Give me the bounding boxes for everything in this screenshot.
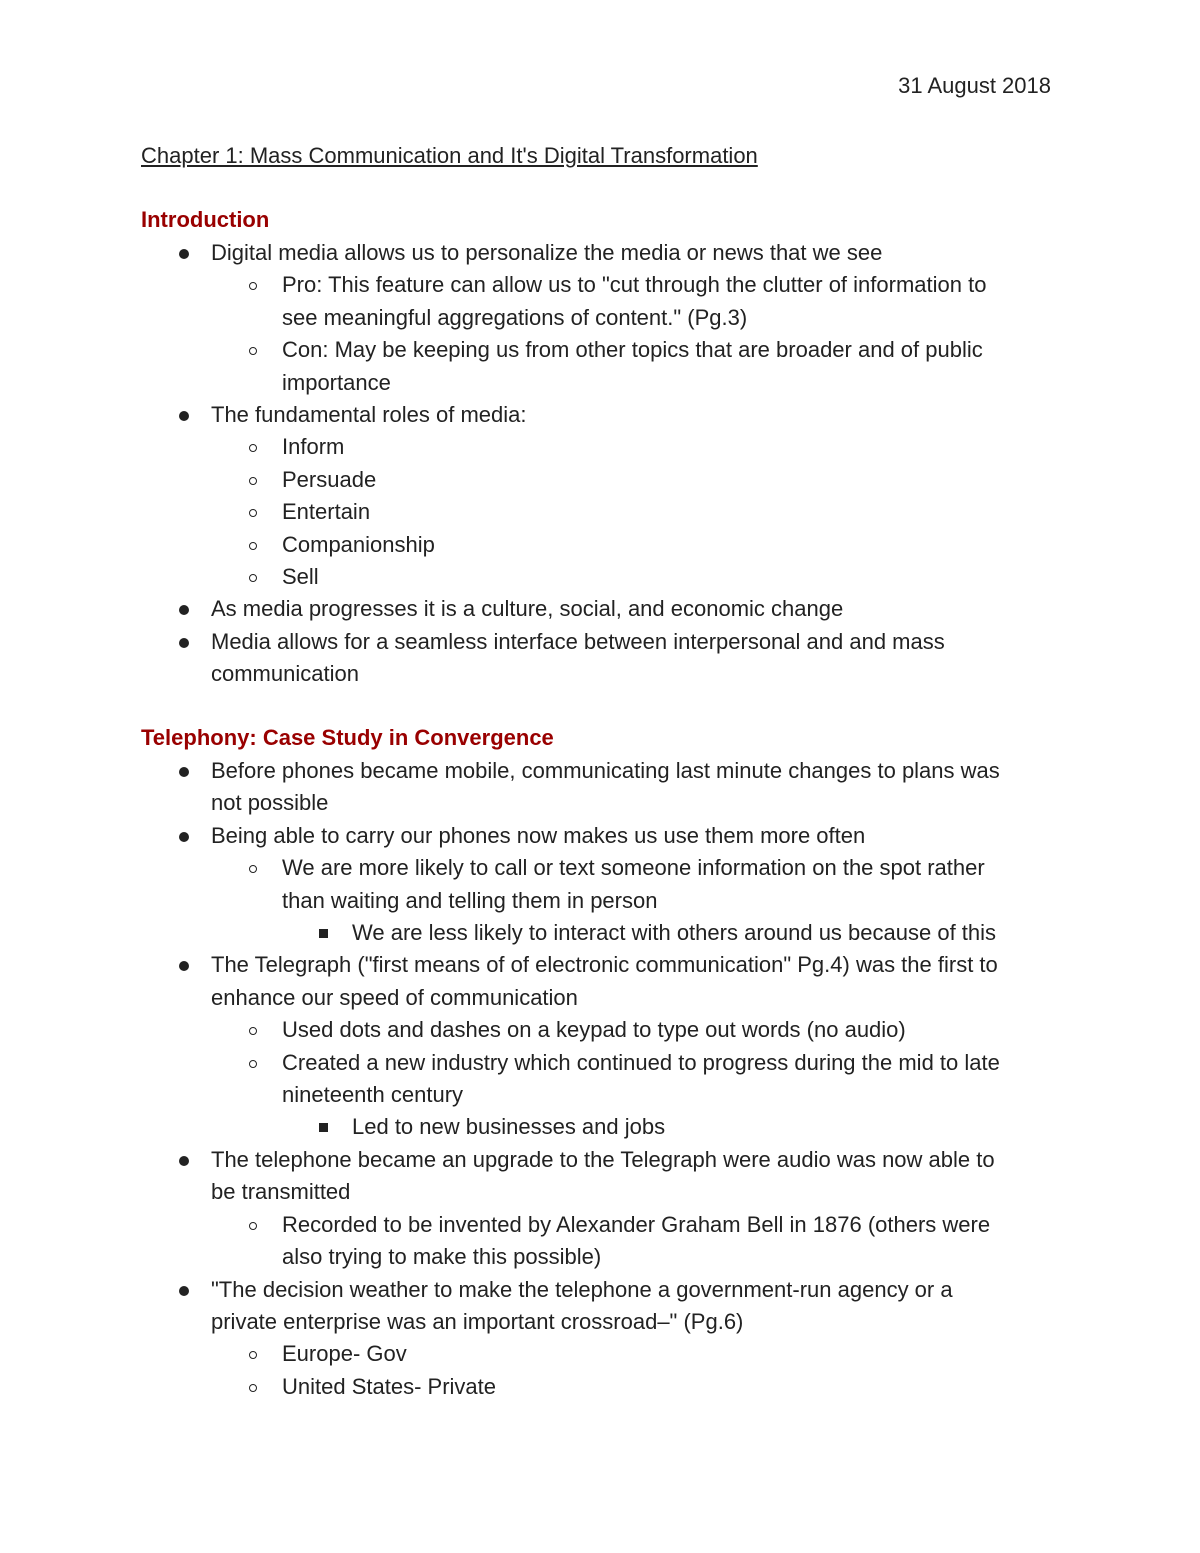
- list-item: [0, 1209, 1200, 1274]
- introduction-list: [0, 237, 1200, 691]
- list-item: [0, 1338, 1200, 1370]
- list-item: [0, 1111, 1200, 1143]
- list-item: [0, 626, 1200, 691]
- list-item-text: Created a new industry which continued to progress during the mid to late: [282, 1049, 1000, 1075]
- list-item-text: Persuade: [282, 466, 377, 492]
- hollow-circle-bullet-icon: [249, 1351, 257, 1359]
- list-item: [0, 593, 1200, 625]
- filled-circle-bullet-icon: [179, 1156, 189, 1166]
- list-item-text: than waiting and telling them in person: [282, 887, 658, 913]
- list-item-text: Being able to carry our phones now makes us use them more often: [211, 822, 866, 848]
- list-item-text: As media progresses it is a culture, social, and economic change: [211, 596, 844, 622]
- list-item-text: The telephone became an upgrade to the Telegraph were audio was now able to: [211, 1146, 995, 1172]
- list-item: [0, 1144, 1200, 1209]
- list-item-text: not possible: [211, 790, 329, 816]
- list-item: [0, 529, 1200, 561]
- list-item: [0, 1014, 1200, 1046]
- list-item-text: Pro: This feature can allow us to "cut through the clutter of information to: [282, 272, 987, 298]
- hollow-circle-bullet-icon: [249, 444, 257, 452]
- list-item-text: The Telegraph ("first means of of electronic communication" Pg.4) was the first to: [211, 952, 998, 978]
- list-item: [0, 561, 1200, 593]
- list-item-text: Sell: [282, 564, 319, 590]
- list-item: [0, 496, 1200, 528]
- list-item-text: be transmitted: [211, 1179, 351, 1205]
- filled-circle-bullet-icon: [179, 961, 189, 971]
- list-item-text: Inform: [282, 434, 345, 460]
- list-item-text: Before phones became mobile, communicating last minute changes to plans was: [211, 758, 1000, 783]
- square-bullet-icon: [319, 1123, 328, 1132]
- list-item-text: private enterprise was an important crossroad–" (Pg.6): [211, 1308, 744, 1334]
- list-item-text: Europe- Gov: [282, 1341, 407, 1367]
- hollow-circle-bullet-icon: [249, 1222, 257, 1230]
- list-item-text: "The decision weather to make the telephone a government-run agency or a: [211, 1276, 953, 1302]
- list-item-text: Companionship: [282, 531, 435, 557]
- list-item: [0, 431, 1200, 463]
- hollow-circle-bullet-icon: [249, 509, 257, 517]
- list-item-text: also trying to make this possible): [282, 1244, 602, 1270]
- list-item: [0, 949, 1200, 1014]
- date-header: 31 August 2018: [898, 73, 1051, 98]
- hollow-circle-bullet-icon: [249, 1060, 257, 1068]
- filled-circle-bullet-icon: [179, 767, 189, 777]
- hollow-circle-bullet-icon: [249, 574, 257, 582]
- list-item-text: Digital media allows us to personalize the media or news that we see: [211, 240, 883, 265]
- telephony-list: [0, 755, 1200, 1403]
- chapter-title: Chapter 1: Mass Communication and It's Digital Transformation: [141, 143, 758, 168]
- hollow-circle-bullet-icon: [249, 542, 257, 550]
- filled-circle-bullet-icon: [179, 411, 189, 421]
- list-item-text: Used dots and dashes on a keypad to type out words (no audio): [282, 1017, 906, 1043]
- list-item: [0, 237, 1200, 269]
- hollow-circle-bullet-icon: [249, 477, 257, 485]
- list-item-text: Con: May be keeping us from other topics that are broader and of public: [282, 337, 983, 363]
- section-heading-telephony: Telephony: Case Study in Convergence: [141, 725, 554, 750]
- hollow-circle-bullet-icon: [249, 282, 257, 290]
- list-item: [0, 399, 1200, 431]
- list-item-text: Entertain: [282, 499, 371, 525]
- list-item: [0, 269, 1200, 334]
- list-item-text: enhance our speed of communication: [211, 984, 578, 1010]
- list-item-text: communication: [211, 661, 359, 687]
- list-item: [0, 755, 1200, 820]
- list-item: [0, 917, 1200, 949]
- list-item-text: We are less likely to interact with others around us because of this: [352, 920, 997, 946]
- section-heading-introduction: Introduction: [141, 207, 270, 232]
- hollow-circle-bullet-icon: [249, 1384, 257, 1392]
- hollow-circle-bullet-icon: [249, 865, 257, 873]
- list-item-text: United States- Private: [282, 1373, 496, 1399]
- list-item-text: Recorded to be invented by Alexander Graham Bell in 1876 (others were: [282, 1211, 991, 1237]
- list-item: [0, 464, 1200, 496]
- list-item-text: nineteenth century: [282, 1082, 464, 1108]
- list-item: [0, 1047, 1200, 1112]
- list-item-text: The fundamental roles of media:: [211, 402, 527, 428]
- filled-circle-bullet-icon: [179, 638, 189, 648]
- list-item: [0, 1274, 1200, 1339]
- list-item: [0, 334, 1200, 399]
- filled-circle-bullet-icon: [179, 605, 189, 615]
- list-item-text: see meaningful aggregations of content." (Pg.3): [282, 304, 748, 330]
- square-bullet-icon: [319, 929, 328, 938]
- list-item: [0, 1371, 1200, 1403]
- list-item: [0, 820, 1200, 852]
- hollow-circle-bullet-icon: [249, 1027, 257, 1035]
- list-item-text: importance: [282, 369, 391, 395]
- list-item-text: Led to new businesses and jobs: [352, 1114, 666, 1140]
- list-item-text: Media allows for a seamless interface between interpersonal and and mass: [211, 628, 945, 654]
- filled-circle-bullet-icon: [179, 249, 189, 259]
- hollow-circle-bullet-icon: [249, 347, 257, 355]
- filled-circle-bullet-icon: [179, 832, 189, 842]
- filled-circle-bullet-icon: [179, 1286, 189, 1296]
- list-item: [0, 852, 1200, 917]
- list-item-text: We are more likely to call or text someone information on the spot rather: [282, 855, 985, 881]
